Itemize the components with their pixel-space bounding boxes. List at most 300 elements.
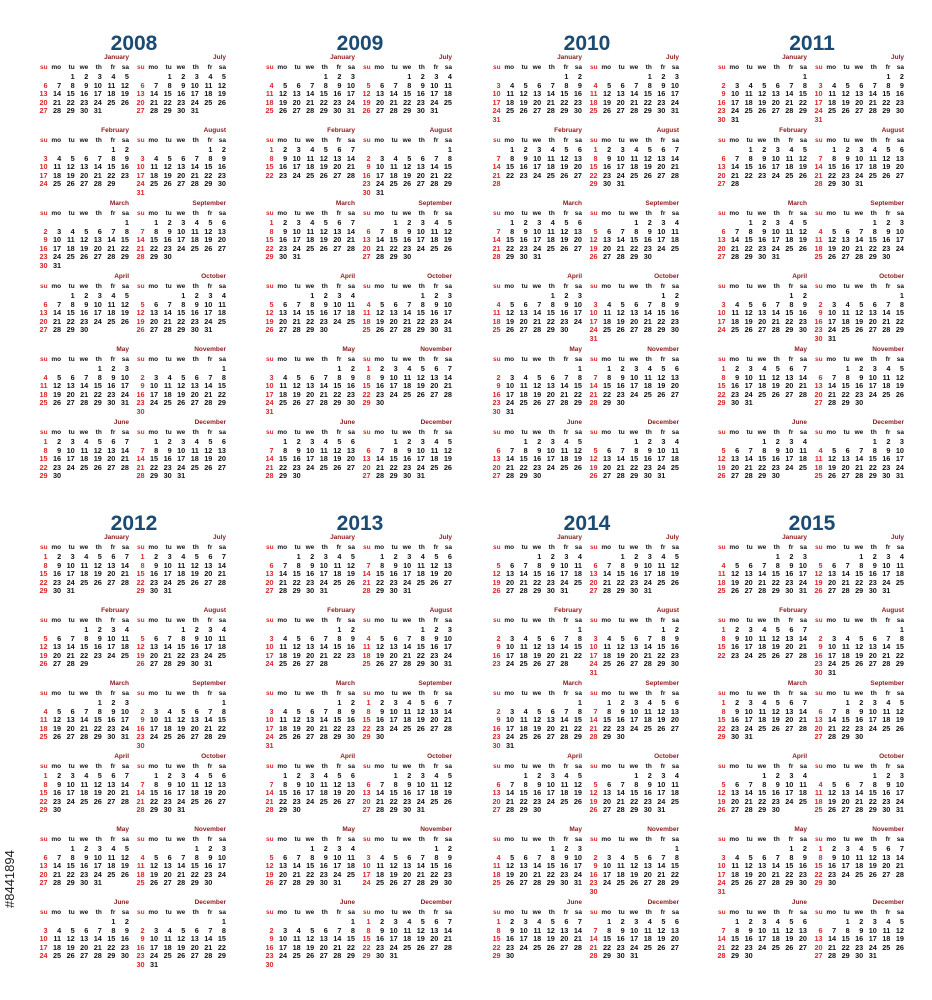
- weekday-label: we: [176, 836, 186, 843]
- day-cell: 30: [630, 586, 639, 596]
- weekday-label: sa: [671, 137, 679, 144]
- day-cell: 2: [366, 153, 371, 163]
- day-cell: 4: [845, 633, 850, 643]
- day-cell: 27: [603, 471, 612, 481]
- day-cell: 11: [644, 925, 652, 935]
- day-cell: 17: [306, 454, 315, 464]
- weekday-label: tu: [521, 429, 528, 436]
- day-cell: 31: [389, 951, 398, 961]
- day-cell: 4: [674, 771, 679, 780]
- weekday-label: we: [854, 544, 864, 551]
- weekday-label: fr: [660, 210, 666, 217]
- day-cell: 19: [744, 869, 753, 879]
- day-cell: 4: [775, 917, 780, 926]
- weekday-label: fr: [660, 356, 666, 363]
- day-cell: 2: [111, 364, 116, 373]
- week-row: [357, 252, 452, 261]
- day-cell: [528, 741, 542, 750]
- weekday-label: th: [321, 429, 328, 436]
- weekday-label: mo: [277, 690, 288, 697]
- weekday-label: th: [192, 137, 199, 144]
- day-cell: 6: [735, 779, 740, 789]
- weekday-label: we: [854, 137, 864, 144]
- weekday-label: su: [717, 283, 726, 290]
- day-cell: 7: [57, 852, 62, 862]
- month-name: August: [881, 607, 904, 614]
- day-cell: 29: [630, 471, 639, 481]
- day-cell: 11: [191, 445, 199, 455]
- weekday-header: [584, 428, 679, 437]
- weekday-label: th: [95, 283, 102, 290]
- day-cell: 16: [771, 788, 780, 798]
- day-cell: 22: [416, 650, 425, 660]
- day-cell: 21: [204, 942, 213, 952]
- day-cell: 26: [346, 577, 355, 587]
- day-cell: 14: [560, 715, 569, 725]
- day-cell: 12: [39, 642, 48, 652]
- day-cell: 30: [855, 951, 864, 961]
- weekday-label: th: [95, 690, 102, 697]
- day-cell: 18: [217, 642, 226, 652]
- day-cell: 11: [671, 226, 679, 236]
- day-cell: 21: [333, 942, 342, 952]
- day-cell: 27: [204, 577, 213, 587]
- day-cell: 23: [616, 389, 625, 399]
- day-cell: 9: [407, 226, 412, 236]
- day-cell: 31: [657, 805, 666, 815]
- day-cell: 29: [492, 951, 501, 961]
- weekday-label: mo: [729, 210, 740, 217]
- day-cell: 16: [589, 869, 598, 879]
- day-cell: 6: [775, 80, 780, 90]
- day-cell: 28: [589, 951, 598, 961]
- day-cell: 9: [661, 80, 666, 90]
- day-cell: [438, 188, 452, 197]
- day-cell: 11: [758, 633, 767, 643]
- day-cell: 7: [97, 153, 102, 163]
- day-cell: 13: [630, 642, 639, 652]
- day-cell: 23: [319, 869, 328, 879]
- day-cell: 27: [362, 252, 371, 262]
- day-cell: 31: [443, 659, 452, 669]
- day-cell: 6: [872, 633, 877, 643]
- day-cell: 10: [546, 779, 555, 789]
- day-cell: 25: [265, 106, 274, 116]
- day-cell: [541, 115, 555, 124]
- day-cell: 17: [416, 788, 425, 798]
- day-cell: 25: [841, 659, 850, 669]
- day-cell: 24: [603, 878, 612, 888]
- day-cell: 20: [771, 97, 780, 107]
- month-block: [809, 607, 904, 677]
- day-cell: 3: [154, 372, 159, 382]
- day-cell: [555, 951, 569, 960]
- day-cell: 4: [296, 925, 301, 935]
- month-block: [584, 127, 679, 191]
- day-cell: 20: [506, 577, 515, 587]
- day-cell: 7: [789, 80, 794, 90]
- day-cell: 28: [403, 659, 412, 669]
- weekday-label: th: [321, 64, 328, 71]
- day-cell: [501, 179, 515, 188]
- day-cell: 28: [204, 732, 213, 742]
- day-cell: 29: [841, 398, 850, 408]
- day-cell: [212, 741, 226, 750]
- day-cell: [514, 741, 528, 750]
- week-row: [809, 586, 904, 595]
- day-cell: 20: [389, 316, 398, 326]
- weekday-label: su: [39, 210, 48, 217]
- weekday-label: fr: [563, 210, 569, 217]
- week-row: [809, 334, 904, 343]
- day-cell: 28: [376, 471, 385, 481]
- day-cell: 24: [744, 650, 753, 660]
- weekday-label: mo: [729, 690, 740, 697]
- month-block: [809, 346, 904, 410]
- day-cell: 5: [593, 226, 598, 236]
- day-cell: 15: [560, 89, 569, 99]
- day-cell: 21: [771, 869, 780, 879]
- day-cell: 5: [564, 145, 569, 154]
- day-cell: 17: [882, 569, 891, 579]
- day-cell: 10: [744, 372, 753, 382]
- day-cell: 1: [323, 72, 328, 81]
- day-cell: 25: [657, 577, 666, 587]
- day-cell: 12: [376, 308, 385, 318]
- day-cell: 29: [319, 106, 328, 116]
- day-cell: 19: [771, 642, 780, 652]
- day-cell: 20: [362, 796, 371, 806]
- weekday-label: fr: [885, 617, 891, 624]
- day-cell: 15: [430, 861, 439, 871]
- day-cell: 31: [814, 115, 823, 124]
- day-cell: 18: [771, 934, 780, 944]
- day-cell: 21: [630, 97, 639, 107]
- day-cell: 21: [443, 381, 452, 391]
- day-cell: 2: [496, 706, 501, 716]
- day-cell: 31: [506, 741, 515, 750]
- day-cell: 27: [771, 106, 780, 116]
- week-row: [34, 106, 129, 115]
- day-cell: 24: [107, 650, 116, 660]
- month-block: [584, 54, 679, 118]
- weekday-label: sa: [347, 429, 355, 436]
- day-cell: 29: [895, 325, 904, 335]
- weekday-label: tu: [618, 617, 625, 624]
- day-cell: 10: [630, 925, 639, 935]
- day-cell: 14: [204, 381, 213, 391]
- weekday-label: we: [629, 544, 639, 551]
- day-cell: 27: [868, 659, 877, 669]
- month-block: [487, 419, 582, 483]
- day-cell: 5: [802, 145, 807, 154]
- day-cell: 26: [443, 796, 452, 806]
- day-cell: [61, 471, 75, 480]
- day-cell: 2: [434, 291, 439, 300]
- day-cell: 18: [150, 170, 159, 180]
- weekday-label: th: [192, 836, 199, 843]
- week-row: [487, 471, 582, 480]
- day-cell: 13: [785, 706, 794, 716]
- weekday-label: th: [773, 429, 780, 436]
- day-cell: 28: [744, 471, 753, 481]
- day-cell: [638, 179, 652, 188]
- day-cell: 21: [560, 389, 569, 399]
- day-cell: [212, 252, 226, 261]
- day-cell: 29: [80, 659, 89, 669]
- day-cell: 4: [380, 852, 385, 862]
- day-cell: 22: [217, 389, 226, 399]
- day-cell: 8: [323, 80, 328, 90]
- day-cell: 28: [292, 325, 301, 335]
- day-cell: 20: [279, 316, 288, 326]
- day-cell: 26: [93, 577, 102, 587]
- weekday-label: tu: [391, 283, 398, 290]
- day-cell: 3: [872, 698, 877, 707]
- day-cell: 10: [190, 80, 199, 90]
- weekday-label: su: [814, 283, 823, 290]
- weekday-header: [260, 689, 355, 698]
- weekday-label: sa: [896, 836, 904, 843]
- weekday-label: th: [418, 617, 425, 624]
- day-cell: 28: [643, 659, 652, 669]
- month-block: [260, 680, 355, 750]
- month-block: [34, 346, 129, 410]
- day-cell: 3: [70, 771, 75, 780]
- day-cell: 16: [855, 934, 864, 944]
- day-cell: 16: [107, 381, 116, 391]
- day-cell: 3: [832, 633, 837, 643]
- day-cell: 14: [492, 162, 501, 172]
- weekday-label: th: [548, 909, 555, 916]
- day-cell: 15: [546, 861, 555, 871]
- day-cell: 13: [430, 706, 439, 716]
- day-cell: 12: [163, 162, 172, 172]
- day-cell: 23: [882, 243, 891, 253]
- week-row: [712, 179, 807, 188]
- day-cell: 15: [362, 715, 371, 725]
- weekday-label: sa: [121, 690, 129, 697]
- day-cell: 16: [333, 89, 342, 99]
- day-cell: 18: [603, 650, 612, 660]
- weekday-label: th: [192, 210, 199, 217]
- day-cell: 6: [735, 445, 740, 455]
- day-cell: 7: [296, 852, 301, 862]
- weekday-label: th: [95, 429, 102, 436]
- day-cell: 14: [443, 925, 452, 935]
- weekday-header: [357, 908, 452, 917]
- day-cell: 17: [630, 715, 639, 725]
- day-cell: 11: [191, 779, 199, 789]
- day-cell: 23: [39, 252, 48, 262]
- day-cell: 4: [194, 437, 199, 446]
- day-cell: 16: [616, 715, 625, 725]
- weekday-label: su: [362, 210, 371, 217]
- day-cell: 23: [616, 942, 625, 952]
- day-cell: 21: [376, 796, 385, 806]
- day-cell: 2: [634, 552, 639, 561]
- day-cell: [398, 398, 412, 407]
- day-cell: [88, 805, 102, 814]
- month-block: [809, 127, 904, 191]
- day-cell: 13: [389, 642, 398, 652]
- day-cell: 30: [265, 960, 274, 969]
- day-cell: 18: [204, 89, 213, 99]
- weekday-header: [357, 136, 452, 145]
- weekday-label: tu: [165, 617, 172, 624]
- day-cell: 8: [140, 560, 145, 570]
- day-cell: 14: [744, 788, 753, 798]
- day-cell: [75, 805, 89, 814]
- day-cell: 22: [279, 796, 288, 806]
- day-cell: 17: [895, 788, 904, 798]
- day-cell: 27: [430, 723, 439, 733]
- weekday-label: su: [265, 356, 274, 363]
- day-cell: 11: [855, 852, 864, 862]
- month-block: [487, 607, 582, 671]
- week-row: [712, 887, 807, 896]
- day-cell: 15: [616, 569, 625, 579]
- day-cell: 29: [744, 252, 753, 262]
- day-cell: 11: [547, 226, 555, 236]
- day-cell: 7: [380, 445, 385, 455]
- month-name: August: [656, 607, 679, 614]
- day-cell: 17: [292, 235, 301, 245]
- day-cell: 15: [603, 715, 612, 725]
- day-cell: 7: [124, 771, 129, 780]
- day-cell: 24: [828, 325, 837, 335]
- day-cell: 13: [190, 715, 199, 725]
- day-cell: 14: [882, 642, 891, 652]
- day-cell: 15: [868, 454, 877, 464]
- day-cell: 24: [120, 723, 129, 733]
- day-cell: 14: [492, 235, 501, 245]
- weekday-label: we: [176, 763, 186, 770]
- day-cell: 7: [607, 560, 612, 570]
- day-cell: 5: [721, 445, 726, 455]
- day-cell: 12: [416, 925, 425, 935]
- day-cell: [172, 407, 186, 416]
- day-cell: 18: [758, 642, 767, 652]
- day-cell: 17: [107, 642, 116, 652]
- day-cell: 15: [798, 89, 807, 99]
- weekday-label: we: [532, 617, 542, 624]
- day-cell: 22: [66, 97, 75, 107]
- day-cell: 1: [789, 844, 794, 853]
- day-cell: 20: [814, 389, 823, 399]
- day-cell: 24: [136, 179, 145, 189]
- day-cell: 5: [496, 560, 501, 570]
- day-cell: 11: [279, 642, 288, 652]
- day-cell: 14: [771, 861, 780, 871]
- day-cell: 15: [744, 235, 753, 245]
- day-cell: 3: [564, 552, 569, 561]
- day-cell: 8: [70, 852, 75, 862]
- day-cell: 18: [533, 934, 542, 944]
- day-cell: [528, 951, 542, 960]
- weekday-header: [809, 355, 904, 364]
- day-cell: 26: [492, 586, 501, 596]
- day-cell: 26: [603, 106, 612, 116]
- weekday-header: [131, 762, 226, 771]
- day-cell: [665, 887, 679, 896]
- week-row: [34, 732, 129, 741]
- week-row: [809, 951, 904, 960]
- day-cell: 12: [403, 162, 412, 172]
- day-cell: 14: [80, 381, 89, 391]
- day-cell: 23: [771, 796, 780, 806]
- day-cell: 16: [643, 454, 652, 464]
- day-cell: 3: [634, 698, 639, 707]
- day-cell: 8: [154, 779, 159, 789]
- day-cell: 25: [53, 179, 62, 189]
- day-cell: 18: [53, 170, 62, 180]
- weekday-label: sa: [218, 836, 226, 843]
- day-cell: 13: [670, 706, 679, 716]
- day-cell: 3: [577, 291, 582, 300]
- day-cell: 5: [221, 72, 226, 81]
- day-cell: [88, 586, 102, 595]
- day-cell: 17: [376, 170, 385, 180]
- day-cell: 24: [882, 577, 891, 587]
- day-cell: 20: [163, 869, 172, 879]
- day-cell: 19: [443, 454, 452, 464]
- day-cell: 16: [389, 569, 398, 579]
- day-cell: 9: [350, 706, 355, 716]
- weekday-label: su: [136, 356, 145, 363]
- day-cell: 26: [814, 586, 823, 596]
- day-cell: 3: [872, 364, 877, 373]
- day-cell: [793, 179, 807, 188]
- day-cell: 16: [492, 723, 501, 733]
- day-cell: 17: [630, 381, 639, 391]
- day-cell: 9: [735, 633, 740, 643]
- day-cell: 13: [560, 925, 569, 935]
- day-cell: [199, 106, 213, 115]
- day-cell: 29: [895, 659, 904, 669]
- day-cell: 2: [872, 552, 877, 561]
- day-cell: 8: [523, 779, 528, 789]
- week-row: [34, 179, 129, 188]
- day-cell: [568, 586, 582, 595]
- day-cell: 1: [181, 291, 186, 300]
- day-cell: 14: [758, 569, 767, 579]
- week-row: [712, 115, 807, 124]
- day-cell: 30: [217, 179, 226, 189]
- day-cell: 31: [150, 960, 159, 969]
- day-cell: 19: [519, 97, 528, 107]
- day-cell: 23: [882, 796, 891, 806]
- day-cell: [555, 805, 569, 814]
- day-cell: [863, 878, 877, 887]
- day-cell: 8: [181, 633, 186, 643]
- day-cell: 29: [670, 878, 679, 888]
- weekday-label: mo: [277, 544, 288, 551]
- day-cell: 12: [443, 445, 452, 455]
- day-cell: 20: [731, 462, 740, 472]
- month-block: [584, 607, 679, 677]
- day-cell: [102, 586, 116, 595]
- weekday-label: we: [305, 690, 315, 697]
- day-cell: 24: [362, 878, 371, 888]
- day-cell: 18: [573, 569, 582, 579]
- day-cell: 29: [603, 398, 612, 408]
- day-cell: 28: [443, 723, 452, 733]
- day-cell: 6: [283, 299, 288, 309]
- day-cell: 8: [899, 299, 904, 309]
- day-cell: 11: [430, 779, 439, 789]
- day-cell: 26: [204, 796, 213, 806]
